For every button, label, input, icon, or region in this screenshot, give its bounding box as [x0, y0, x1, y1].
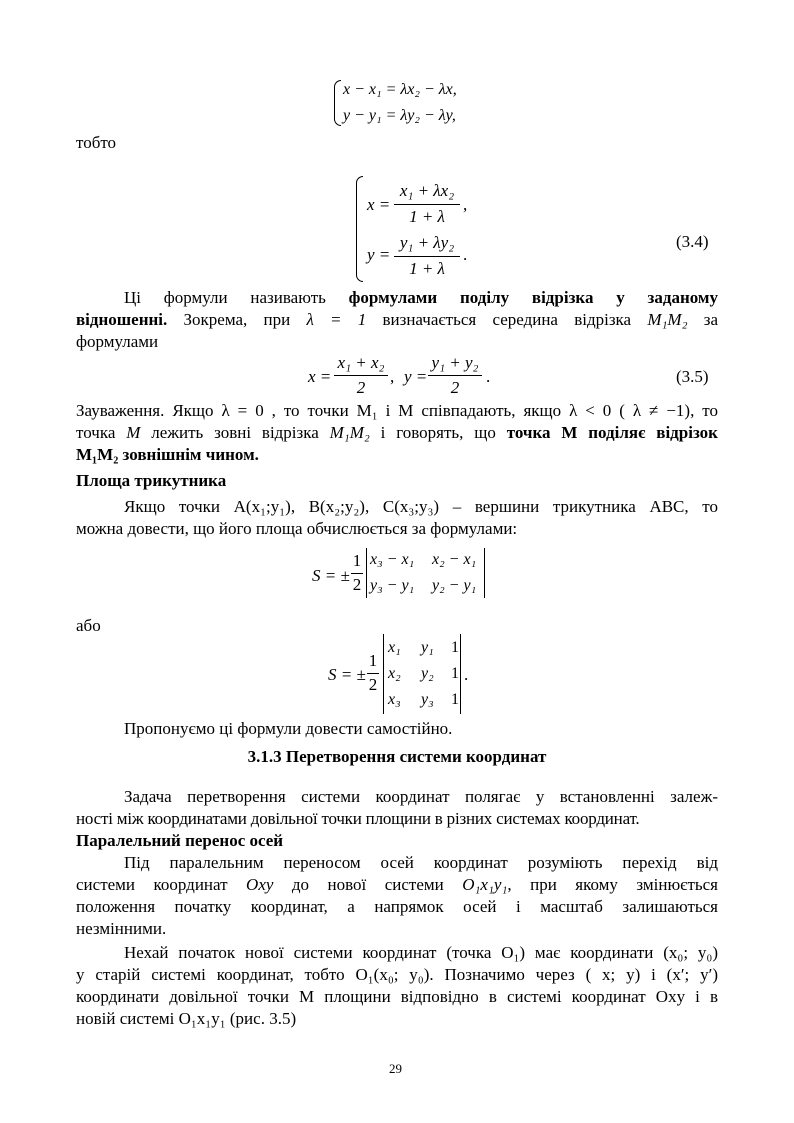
fraction-bar	[351, 573, 363, 574]
subheading: Паралельний перенос осей	[76, 831, 284, 850]
det-cell: 1	[451, 665, 459, 682]
paragraph-line: новій системі O₁x₁y₁ (рис. 3.5)	[76, 1009, 297, 1028]
system-brace	[334, 80, 341, 126]
remark-line: точка M лежить зовні відрізка M₁M₂ і говорять, що точка M поділяє відрізок	[76, 423, 718, 442]
fraction-numerator: 1	[352, 551, 362, 570]
formula-brace	[356, 176, 363, 282]
formula-punct: .	[463, 245, 468, 264]
formula-punct: ,	[463, 195, 468, 214]
fraction-denominator: 1 + λ	[409, 207, 445, 226]
det-cell: x₂	[388, 665, 401, 682]
fraction-denominator: 2	[352, 575, 362, 594]
fraction-bar	[428, 375, 482, 376]
system-row: x − x₁ = λx₂ − λx,	[343, 81, 457, 98]
formula-lhs: x =	[367, 195, 391, 214]
det-lhs: S = ±	[328, 665, 366, 684]
paragraph-line: у старій системі координат, тобто O₁(x₀; y₀). Позначимо через ( x; y) і (x′; y′)	[76, 965, 718, 984]
formula-punct: .	[486, 367, 491, 386]
det-cell: x₃	[388, 691, 401, 708]
fraction-numerator: y₁ + λy₂	[399, 233, 455, 252]
fraction-numerator: x₁ + λx₂	[399, 181, 455, 200]
det-bar-left	[383, 634, 384, 714]
remark-line: Зауваження. Якщо λ = 0 , то точки M₁ і M співпадають, якщо λ < 0 ( λ ≠ −1), то	[76, 401, 718, 420]
paragraph-line: Пропонуємо ці формули довести самостійно.	[124, 719, 453, 738]
formula-punct: .	[464, 665, 469, 684]
det-bar-right	[460, 634, 461, 714]
section-title: 3.1.3 Перетворення системи координат	[247, 747, 547, 766]
det-bar-left	[366, 548, 367, 598]
page-number: 29	[389, 1061, 402, 1076]
equation-number: (3.4)	[676, 232, 709, 251]
paragraph-line: координати довільної точки M площини відповідно в системі координат Oxy і в	[76, 987, 718, 1006]
system-row: y − y₁ = λy₂ − λy,	[343, 107, 456, 124]
formula-lhs: y =	[404, 367, 428, 386]
paragraph-line: Задача перетворення системи координат полягає у встановленні залеж-	[124, 787, 718, 806]
fraction-bar	[394, 256, 460, 257]
det-cell: y₂ − y₁	[432, 577, 477, 594]
paragraph-line: Якщо точки A(x₁;y₁), B(x₂;y₂), C(x₃;y₃) – вершини трикутника ABC, то	[124, 497, 718, 516]
paragraph-line: відношенні. Зокрема, при λ = 1 визначається середина відрізка M₁M₂ за	[76, 310, 718, 329]
fraction-bar	[394, 204, 460, 205]
equation-number: (3.5)	[676, 367, 709, 386]
paragraph-line: ності між координатами довільної точки площини в різних системах координат.	[76, 809, 640, 828]
remark-line: M₁M₂ зовнішнім чином.	[76, 445, 259, 464]
det-cell: y₃ − y₁	[370, 577, 415, 594]
text-tobto: тобто	[76, 133, 117, 152]
det-cell: y₂	[421, 665, 434, 682]
paragraph-line: незмінними.	[76, 919, 167, 938]
fraction-numerator: 1	[368, 651, 378, 670]
det-cell: y₃	[421, 691, 434, 708]
formula-lhs: x =	[308, 367, 332, 386]
paragraph-line: Нехай початок нової системи координат (точка O₁) має координати (x₀; y₀)	[124, 943, 718, 962]
fraction-numerator: y₁ + y₂	[431, 353, 479, 372]
formula-lhs: y =	[367, 245, 391, 264]
paragraph-line: системи координат Oxy до нової системи O₁x₁y₁, при якому змінюється	[76, 875, 718, 894]
paragraph-line: формулами	[76, 332, 159, 351]
det-cell: x₁	[388, 639, 401, 656]
det-cell: x₂ − x₁	[432, 551, 477, 568]
det-cell: x₃ − x₁	[370, 551, 415, 568]
fraction-numerator: x₁ + x₂	[337, 353, 385, 372]
det-cell: 1	[451, 639, 459, 656]
det-bar-right	[484, 548, 485, 598]
formula-punct: ,	[390, 367, 395, 386]
fraction-denominator: 2	[368, 675, 378, 694]
fraction-denominator: 2	[450, 378, 460, 397]
det-cell: 1	[451, 691, 459, 708]
det-cell: y₁	[421, 639, 434, 656]
det-lhs: S = ±	[312, 566, 350, 585]
fraction-bar	[367, 673, 379, 674]
fraction-bar	[334, 375, 388, 376]
paragraph-line: можна довести, що його площа обчислюється за формулами:	[76, 519, 518, 538]
text-abo: або	[76, 616, 101, 635]
paragraph-line: положення початку координат, а напрямок осей і масштаб залишаються	[76, 897, 718, 916]
subheading: Площа трикутника	[76, 471, 227, 490]
fraction-denominator: 1 + λ	[409, 259, 445, 278]
paragraph-line: Ці формули називають формулами поділу відрізка у заданому	[124, 288, 718, 307]
fraction-denominator: 2	[356, 378, 366, 397]
paragraph-line: Під паралельним переносом осей координат розуміють перехід від	[124, 853, 718, 872]
